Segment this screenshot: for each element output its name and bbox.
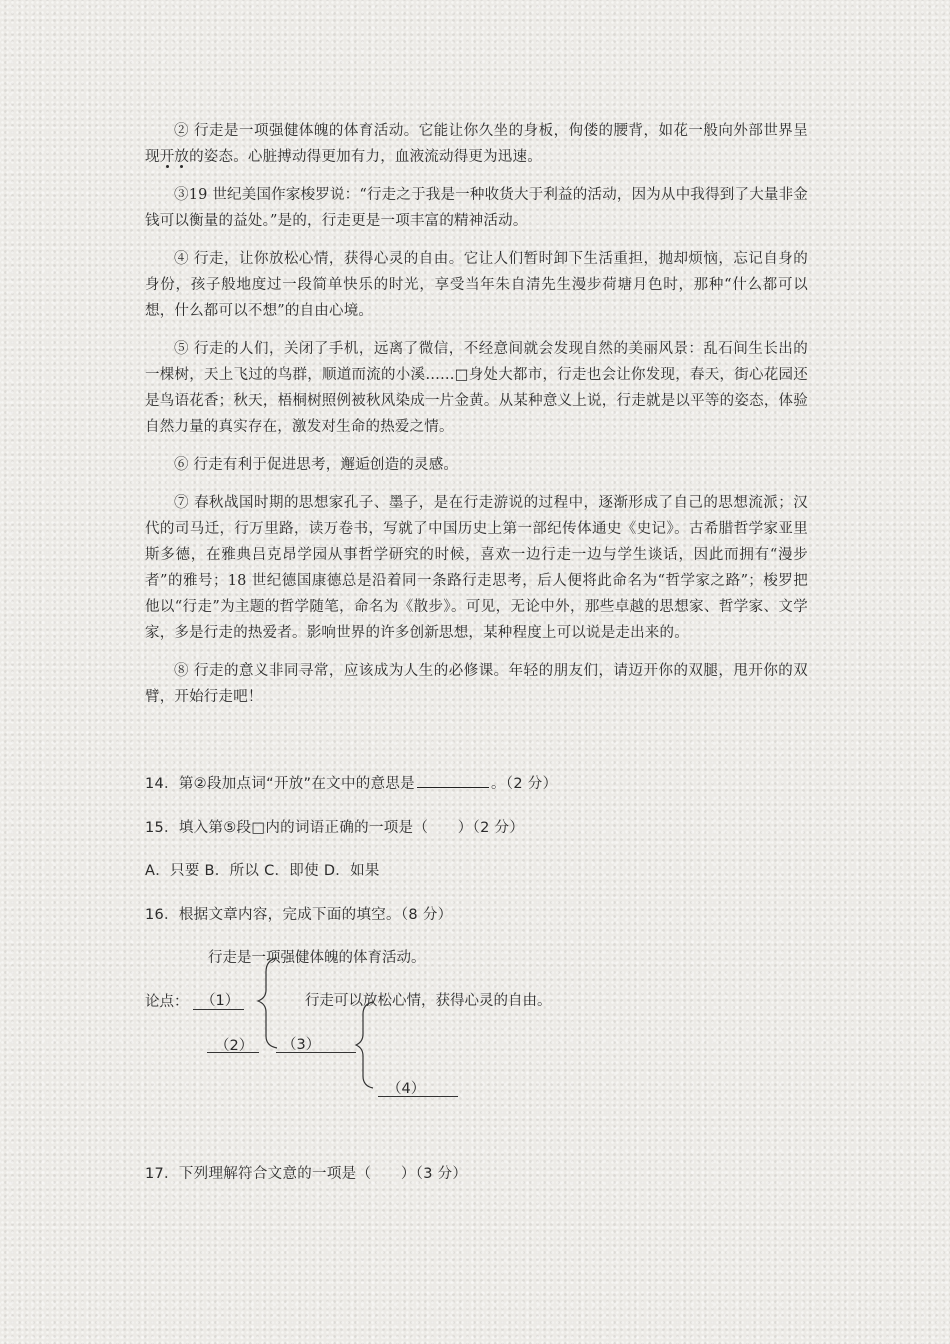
dotted-char: 开 [159,149,175,165]
dotted-word [160,149,189,165]
paragraph-8: ⑧ 行走的意义非同寻常，应该成为人生的必修课。年轻的朋友们，请迈开你的双腿，甩开你的双臂，开始行走吧！ [145,663,808,705]
paragraph-2 [145,118,808,170]
right-brace [356,1002,373,1088]
diagram-middle-text: 行走可以放松心情，获得心灵的自由。 [305,993,552,1009]
blank-1-underline [193,1009,244,1010]
paragraph-7: ⑦ 春秋战国时期的思想家孔子、墨子，是在行走游说的过程中，逐渐形成了自己的思想流派；汉代的司马迁，行万里路，读万卷书，写就了中国历史上第一部纪传体通史《史记》。古希腊哲学家亚里斯多德，在雅典吕克昂学园从事哲学研究的时候，喜欢一边行走一边与学生谈话，因此而拥有“漫步者”的雅号；18 世纪德国康德总是沿着同一条路行走思考，后人便将此命名为“哲学家之路”；梭罗把他以“行走”为主题的哲学随笔，命名为《散步》。可见，无论中外，那些卓越的思想家、哲学家、文学家，多是行走的热爱者。影响世界的许多创新思想，某种程度上可以说是走出来的。 [145,495,808,641]
question-17: 17．下列理解符合文意的一项是（ ）（3 分） [145,1166,468,1182]
question-16: 16．根据文章内容，完成下面的填空。（8 分） [145,907,453,923]
paragraph-5: ⑤ 行走的人们，关闭了手机，远离了微信，不经意间就会发现自然的美丽风景：乱石间生长出的一棵树，天上飞过的鸟群，顺道而流的小溪……□身处大都市，行走也会让你发现，春天，街心花园还是鸟语花香；秋天，梧桐树照例被秋风染成一片金黄。从某种意义上说，行走就是以平等的姿态，体验自然力量的真实存在，激发对生命的热爱之情。 [145,341,808,435]
question-14-text: 14．第②段加点词“开放”在文中的意思是 [145,776,415,792]
left-brace [258,958,277,1048]
paragraph-4: ④ 行走，让你放松心情，获得心灵的自由。它让人们暂时卸下生活重担，抛却烦恼，忘记自身的身份，孩子般地度过一段简单快乐的时光，享受当年朱自清先生漫步荷塘月色时，那种“什么都可以想，什么都可以不想”的自由心境。 [145,251,808,319]
diagram-claim-label: 论点： [145,994,189,1010]
paragraph-6: ⑥ 行走有利于促进思考，邂逅创造的灵感。 [174,457,459,473]
question-14-score: 。（2 分） [490,776,558,792]
paragraph-2-text-before: ② 行走是一项强健体魄的体育活动。它能让你久坐的身板，佝偻的腰背，如花一般向外部世界呈现 [145,123,808,165]
diagram-blank-1: （1） [201,993,240,1009]
diagram-blank-2: （2） [215,1038,254,1054]
blank-2-underline [207,1052,259,1053]
dotted-char: 放 [174,149,190,165]
question-15: 15．填入第⑤段□内的词语正确的一项是（ ）（2 分） [145,820,525,836]
paragraph-2-text-after: 的姿态。心脏搏动得更加有力，血液流动得更为迅速。 [189,149,542,165]
question-14 [145,771,557,797]
diagram-top-text: 行走是一项强健体魄的体育活动。 [208,950,426,966]
paragraph-3: ③19 世纪美国作家梭罗说：“行走之于我是一种收货大于利益的活动，因为从中我得到了大量非金钱可以衡量的益处。”是的，行走更是一项丰富的精神活动。 [145,187,808,229]
answer-blank[interactable] [417,773,489,788]
question-15-options: A．只要 B．所以 C．即使 D．如果 [145,863,380,879]
diagram-blank-4: （4） [387,1081,426,1097]
diagram-blank-3: （3） [282,1037,321,1053]
dotted-word-text [160,149,189,165]
passage [145,118,808,722]
blank-3-underline [276,1052,356,1053]
blank-4-underline [378,1096,458,1097]
